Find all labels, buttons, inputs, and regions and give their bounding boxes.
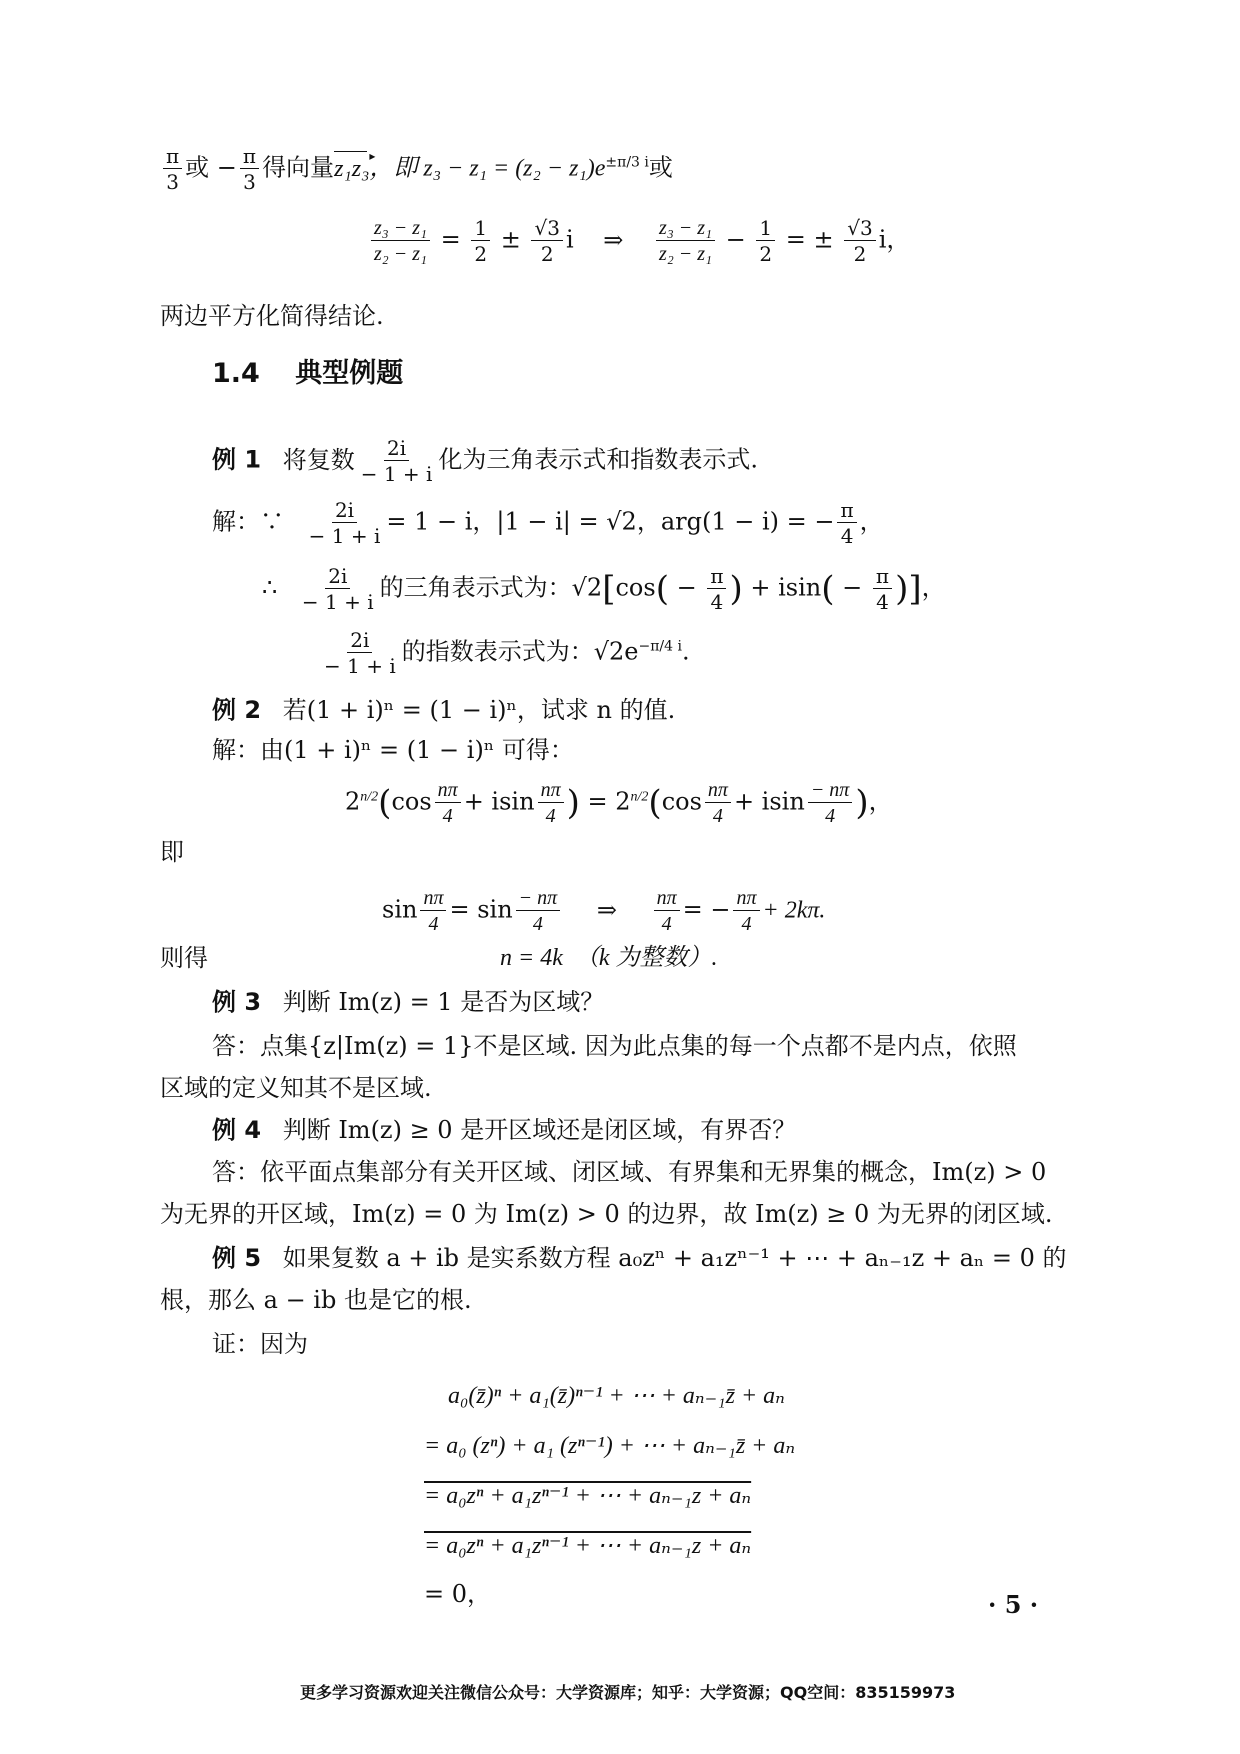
fraction-sqrt3-over-2: $\frac{√3}{2}$ (531, 218, 562, 264)
fraction-z: $\frac{\text{z₃ − z₁}}{\text{z₂ − z₁}}$ (371, 218, 430, 264)
fraction: $\frac{n\pi}{4}$ (420, 888, 446, 934)
example-label: 例 5 (212, 1244, 262, 1272)
isin: + isin (733, 787, 805, 816)
text: 得向量 (262, 153, 335, 182)
proof-step-1: a₀(z̄)ⁿ + a₁(z̄)ⁿ⁻¹ + ⋯ + aₙ₋₁z̄ + aₙ (448, 1383, 785, 1409)
text: 如果复数 a + ib 是实系数方程 a₀zⁿ + a₁zⁿ⁻¹ + ⋯ + aₙ₋₁z + aₙ = 0 的 (282, 1244, 1067, 1272)
example-2-equation-1: $2^{n/2}(\cos$ $\frac{n\pi}{4}$ + isin $\frac{n\pi}{4}$ ) = $2^{n/2}(\cos$ $\frac{n\pi}{4}$ + isin $\frac{- n\pi}{4}$ )， (345, 779, 893, 827)
text: 判断 Im(z) ≥ 0 是开区域还是闭区域，有界否？ (282, 1116, 797, 1144)
example-2-result: n = 4k （k 为整数）. (500, 945, 718, 971)
equation-text: = 1 − i，|1 − i| = √2，arg(1 − i) = − (386, 507, 835, 536)
base: 2 (345, 787, 361, 816)
text: 的三角表示式为：√2 (379, 573, 603, 602)
exponent: n/2 (630, 789, 649, 805)
intro-equation (368, 218, 910, 264)
fraction: $\frac{n\pi}{4}$ (654, 888, 680, 934)
fraction: $\frac{- n\pi}{4}$ (808, 780, 853, 826)
fraction: $\frac{2i}{- 1 + i}$ (301, 564, 374, 614)
example-5 (212, 1242, 1067, 1274)
intro-line-1 (160, 146, 673, 192)
solution-label: 解：∵ (212, 507, 284, 536)
text: ， (859, 507, 884, 536)
example-label: 例 4 (212, 1116, 262, 1144)
example-2-solution-label: 解：由(1 + i)ⁿ = (1 − i)ⁿ 可得： (212, 736, 574, 764)
text: ， (868, 787, 893, 816)
zede-label: 则得 (160, 944, 208, 972)
proof-step-5: = 0， (424, 1580, 492, 1608)
imag-unit: i (565, 225, 574, 254)
exponent: n/2 (360, 789, 379, 805)
example-4-answer-line-2: 为无界的开区域，Im(z) = 0 为 Im(z) > 0 的边界，故 Im(z) ≥ 0 为无界的闭区域. (160, 1200, 1053, 1228)
text: + 2kπ. (762, 897, 826, 924)
fraction: $\frac{- n\pi}{4}$ (516, 888, 561, 934)
implies-arrow: ⇒ (596, 895, 617, 924)
text: 或 − (185, 153, 237, 182)
equals: = (440, 225, 461, 254)
text: 判断 Im(z) = 1 是否为区域？ (282, 988, 605, 1016)
fraction-pi-over-4: $\frac{\pi}{4}$ (837, 500, 856, 546)
example-3 (212, 986, 604, 1018)
proof-step-3: = a₀zⁿ + a₁zⁿ⁻¹ + ⋯ + aₙ₋₁z + aₙ (424, 1483, 752, 1509)
example-2-equation-2 (382, 888, 825, 934)
plus-minus: ± (500, 225, 521, 254)
fraction-sqrt3-over-2: $\frac{√3}{2}$ (844, 218, 875, 264)
vector-z1z3: z₁z₃ ▸ (334, 153, 369, 185)
section-heading (212, 358, 403, 390)
section-number: 1.4 (212, 358, 260, 389)
therefore-symbol: ∴ (262, 573, 278, 602)
isin: + isin (463, 787, 535, 816)
base: 2 (615, 787, 631, 816)
equals-pm: = ± (785, 225, 834, 254)
example-3-answer-line-1: 答：点集{z|Im(z) = 1}不是区域. 因为此点集的每一个点都不是内点，依照 (212, 1032, 1017, 1060)
fraction-pi-over-3: $\frac{\pi}{3}$ (240, 146, 259, 192)
proof-label: 证：因为 (212, 1330, 308, 1358)
text: 将复数 (282, 445, 355, 474)
example-1-solution-line-3 (318, 630, 690, 676)
equals: = (587, 787, 608, 816)
fraction-half: $\frac{1}{2}$ (756, 218, 775, 264)
fraction: $\frac{2i}{- 1 + i}$ (308, 498, 381, 548)
example-3-answer-line-2: 区域的定义知其不是区域. (160, 1074, 432, 1102)
example-5-line-2: 根，那么 a − ib 也是它的根. (160, 1286, 472, 1314)
equals-sin: = sin (449, 895, 513, 924)
example-4-answer-line-1: 答：依平面点集部分有关开区域、闭区域、有界集和无界集的概念，Im(z) > 0 (212, 1158, 1047, 1186)
fraction-pi-over-4: $\frac{\pi}{4}$ (707, 566, 726, 612)
text: 若(1 + i)ⁿ = (1 − i)ⁿ，试求 n 的值. (282, 696, 676, 724)
cos: cos (615, 573, 656, 602)
fraction: $\frac{n\pi}{4}$ (538, 780, 564, 826)
proof-step-2: = a₀ (zⁿ) + a₁ (zⁿ⁻¹) + ⋯ + aₙ₋₁z̄ + aₙ (424, 1433, 796, 1459)
example-2 (212, 694, 675, 726)
sin: sin (382, 895, 418, 924)
text: 或 (648, 153, 673, 182)
text: 化为三角表示式和指数表示式. (438, 445, 759, 474)
minus: − (725, 225, 746, 254)
intro-conclusion: 两边平方化简得结论. (160, 302, 384, 330)
example-4 (212, 1114, 796, 1146)
cos: cos (661, 787, 702, 816)
proof-step-4: = a₀zⁿ + a₁zⁿ⁻¹ + ⋯ + aₙ₋₁z + aₙ (424, 1533, 752, 1559)
example-label: 例 2 (212, 696, 262, 724)
implies-arrow: ⇒ (603, 225, 624, 254)
example-label: 例 3 (212, 988, 262, 1016)
fraction-half: $\frac{1}{2}$ (471, 218, 490, 264)
fraction-pi-over-4: $\frac{\pi}{4}$ (873, 566, 892, 612)
section-title: 典型例题 (295, 358, 404, 389)
text: i， (878, 225, 911, 254)
footer-watermark: 更多学习资源欢迎关注微信公众号：大学资源库；知乎：大学资源；QQ空间：835159973 (300, 1683, 956, 1702)
equation-text: ，即 z₃ − z₁ = (z₂ − z₁)e (369, 155, 606, 182)
example-1-solution-line-2: ∴ $\frac{2i}{- 1 + i}$ 的三角表示式为：√2[cos( − $\frac{\pi}{4}$ ) + isin( − $\frac{\pi}{4}$ )]， (262, 564, 946, 614)
example-label: 例 1 (212, 445, 262, 474)
fraction: $\frac{2i}{- 1 + i}$ (360, 436, 433, 486)
fraction: $\frac{n\pi}{4}$ (435, 780, 461, 826)
exponent: ±π/3 i (605, 154, 649, 171)
fraction: $\frac{n\pi}{4}$ (733, 888, 759, 934)
fraction: $\frac{n\pi}{4}$ (705, 780, 731, 826)
text: . (681, 637, 690, 666)
fraction-pi-over-3: $\frac{\pi}{3}$ (163, 146, 182, 192)
fraction: $\frac{2i}{- 1 + i}$ (324, 628, 396, 678)
text: 的指数表示式为：√2e (401, 637, 639, 666)
page-number: · 5 · (988, 1590, 1039, 1619)
exponent: −π/4 i (638, 638, 682, 655)
fraction-z: $\frac{\text{z₃ − z₁}}{\text{z₂ − z₁}}$ (656, 218, 715, 264)
equals-minus: = − (682, 895, 731, 924)
ji-label: 即 (160, 838, 184, 866)
isin: + isin (750, 573, 822, 602)
example-1-solution-line-1 (212, 500, 884, 546)
cos: cos (391, 787, 432, 816)
example-1 (212, 438, 758, 484)
